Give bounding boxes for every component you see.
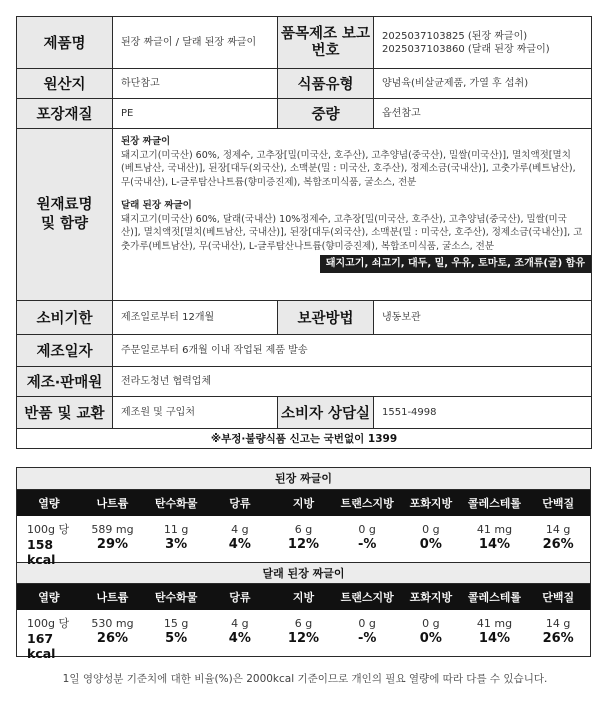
calories-value: 158 kcal [27, 537, 56, 567]
carbs-percent: 3% [165, 537, 188, 552]
trans-fat-amount: 0 g [358, 617, 376, 630]
maker-label: 제조·판매원 [17, 367, 113, 397]
product-name-label: 제품명 [17, 17, 113, 69]
nutrition-header-row-1 [17, 490, 590, 516]
trans-fat-cell [335, 610, 399, 661]
report-no-label: 품목제조 보고번호 [278, 17, 374, 69]
report-no-2: 2025037103860 (달래 된장 짜글이) [382, 43, 550, 55]
sat-fat-percent: 0% [419, 631, 442, 646]
mfg-date-value: 주문일로부터 6개월 이내 작업된 제품 발송 [113, 335, 592, 367]
carbs-percent: 5% [165, 631, 188, 646]
sat-fat-cell [399, 610, 463, 661]
nutrition-product-name-1: 된장 짜글이 [17, 468, 590, 490]
serving-size: 100g 당 [27, 523, 70, 536]
packaging-label: 포장재질 [17, 99, 113, 129]
row-origin [17, 69, 592, 99]
sat-fat-amount: 0 g [422, 523, 440, 536]
protein-amount: 14 g [545, 523, 571, 536]
calories-value: 167 kcal [27, 631, 56, 661]
col-sodium: 나트륨 [96, 591, 129, 604]
weight-value: 옵션참고 [374, 99, 592, 129]
col-sat-fat: 포화지방 [409, 591, 453, 604]
food-type-value: 양념육(비살균제품, 가열 후 섭취) [374, 69, 592, 99]
sugars-cell [208, 610, 272, 661]
col-carbs: 탄수화물 [154, 497, 198, 510]
consult-label: 소비자 상담실 [278, 397, 374, 429]
returns-label: 반품 및 교환 [17, 397, 113, 429]
report-no-1: 2025037103825 (된장 짜글이) [382, 30, 528, 42]
origin-value: 하단참고 [113, 69, 278, 99]
mfg-date-label: 제조일자 [17, 335, 113, 367]
sat-fat-cell [399, 516, 463, 567]
fat-percent: 12% [287, 537, 320, 552]
cholesterol-amount: 41 mg [476, 523, 513, 536]
fat-percent: 12% [287, 631, 320, 646]
col-carbs: 탄수화물 [154, 591, 198, 604]
col-sat-fat: 포화지방 [409, 497, 453, 510]
carbs-amount: 15 g [163, 617, 189, 630]
col-protein: 단백질 [542, 591, 575, 604]
sodium-amount: 530 mg [91, 617, 134, 630]
allergen-badge: 돼지고기, 쇠고기, 대두, 밀, 우유, 토마토, 조개류(굴) 함유 [320, 255, 591, 273]
row-product-name [17, 17, 592, 69]
trans-fat-cell [335, 516, 399, 567]
cholesterol-percent: 14% [478, 631, 511, 646]
protein-percent: 26% [542, 631, 574, 646]
col-calories: 열량 [38, 497, 60, 510]
cholesterol-percent: 14% [478, 537, 511, 552]
cholesterol-cell [463, 516, 527, 567]
origin-label: 원산지 [17, 69, 113, 99]
fat-amount: 6 g [294, 617, 313, 630]
carbs-amount: 11 g [163, 523, 189, 536]
packaging-value: PE [113, 99, 278, 129]
sat-fat-amount: 0 g [422, 617, 440, 630]
nutrition-facts [16, 467, 591, 661]
sugars-percent: 4% [228, 631, 251, 646]
nutrition-product-name-2: 달래 된장 짜글이 [17, 562, 590, 584]
sugars-cell [208, 516, 272, 567]
report-no-value [374, 17, 592, 69]
col-calories: 열량 [38, 591, 60, 604]
fat-amount: 6 g [294, 523, 313, 536]
trans-fat-percent: -% [357, 631, 377, 646]
fat-cell [272, 516, 336, 567]
sugars-amount: 4 g [231, 523, 249, 536]
col-cholesterol: 콜레스테롤 [467, 497, 522, 510]
report-notice: ※부정·불량식품 신고는 국번없이 1399 [17, 429, 592, 449]
col-trans-fat: 트랜스지방 [340, 591, 394, 604]
sugars-percent: 4% [228, 537, 251, 552]
col-fat: 지방 [292, 497, 315, 510]
row-packaging [17, 99, 592, 129]
calories-cell [17, 516, 81, 567]
storage-label: 보관방법 [278, 301, 374, 335]
carbs-cell [144, 610, 208, 661]
col-protein: 단백질 [542, 497, 575, 510]
trans-fat-percent: -% [357, 537, 377, 552]
row-ingredients [17, 129, 592, 301]
col-trans-fat: 트랜스지방 [340, 497, 394, 510]
expiry-value: 제조일로부터 12개월 [113, 301, 278, 335]
sodium-cell [81, 516, 145, 567]
sodium-percent: 26% [96, 631, 129, 646]
protein-cell [526, 516, 590, 567]
nutrition-values-row-2 [17, 610, 590, 661]
col-sugars: 당류 [229, 497, 251, 510]
nutrition-footnote: 1일 영양성분 기준치에 대한 비율(%)은 2000kcal 기준이므로 개인의 필요 열량에 따라 다를 수 있습니다. [62, 673, 548, 685]
col-sodium: 나트륨 [96, 497, 129, 510]
weight-label: 중량 [278, 99, 374, 129]
row-mfg-date [17, 335, 592, 367]
protein-percent: 26% [542, 537, 574, 552]
sat-fat-percent: 0% [419, 537, 442, 552]
fat-cell [272, 610, 336, 661]
ingredients-label: 원재료명 및 함량 [17, 129, 113, 301]
col-sugars: 당류 [229, 591, 251, 604]
protein-cell [526, 610, 590, 661]
consult-value: 1551-4998 [374, 397, 592, 429]
row-notice [17, 429, 592, 449]
ingredient-title-2: 달래 된장 짜글이 [121, 200, 192, 211]
sodium-percent: 29% [96, 537, 129, 552]
food-type-label: 식품유형 [278, 69, 374, 99]
cholesterol-cell [463, 610, 527, 661]
row-maker [17, 367, 592, 397]
serving-size: 100g 당 [27, 617, 70, 630]
sodium-amount: 589 mg [91, 523, 134, 536]
col-cholesterol: 콜레스테롤 [467, 591, 522, 604]
col-fat: 지방 [292, 591, 315, 604]
ingredient-text-1: 돼지고기(미국산) 60%, 정제수, 고추장[밀(미국산, 호주산), 고추양념(중국산), 밀쌀(미국산)], 멸치액젓[멸치(베트남산, 국내산)], 된장[대두(외국산), 소맥분(밀 : 미국산, 호주산), 정제소금(국내산)], 고춧가루(베트남산), 무(국내산), L-글루탐산나트륨(향미증진제), 복합조미식품, 굴소스, 전분 [121, 149, 576, 188]
sugars-amount: 4 g [231, 617, 249, 630]
expiry-label: 소비기한 [17, 301, 113, 335]
maker-value: 전라도청년 협력업체 [113, 367, 592, 397]
carbs-cell [144, 516, 208, 567]
sodium-cell [81, 610, 145, 661]
row-returns [17, 397, 592, 429]
nutrition-header-row-2 [17, 584, 590, 610]
nutrition-values-row-1 [17, 516, 590, 567]
calories-cell [17, 610, 81, 661]
ingredient-text-2: 돼지고기(미국산) 60%, 달래(국내산) 10%정제수, 고추장[밀(미국산, 호주산), 고추양념(중국산), 밀쌀(미국산)], 멸치액젓[멸치(베트남산, 국내산)], 된장[대두(외국산), 소맥분(밀 : 미국산, 호주산), 정제소금(국내산)], 고춧가루(베트남산), 무(국내산), L-글루탐산나트륨(향미증진제), 복합조미식품, 굴소스, 전분 [121, 213, 583, 252]
ingredient-title-1: 된장 짜글이 [121, 136, 171, 147]
storage-value: 냉동보관 [374, 301, 592, 335]
protein-amount: 14 g [545, 617, 571, 630]
row-expiry [17, 301, 592, 335]
cholesterol-amount: 41 mg [476, 617, 513, 630]
trans-fat-amount: 0 g [358, 523, 376, 536]
returns-value: 제조원 및 구입처 [113, 397, 278, 429]
product-info-table [16, 16, 592, 449]
product-name-value: 된장 짜글이 / 달래 된장 짜글이 [113, 17, 278, 69]
ingredients-value [113, 129, 592, 301]
